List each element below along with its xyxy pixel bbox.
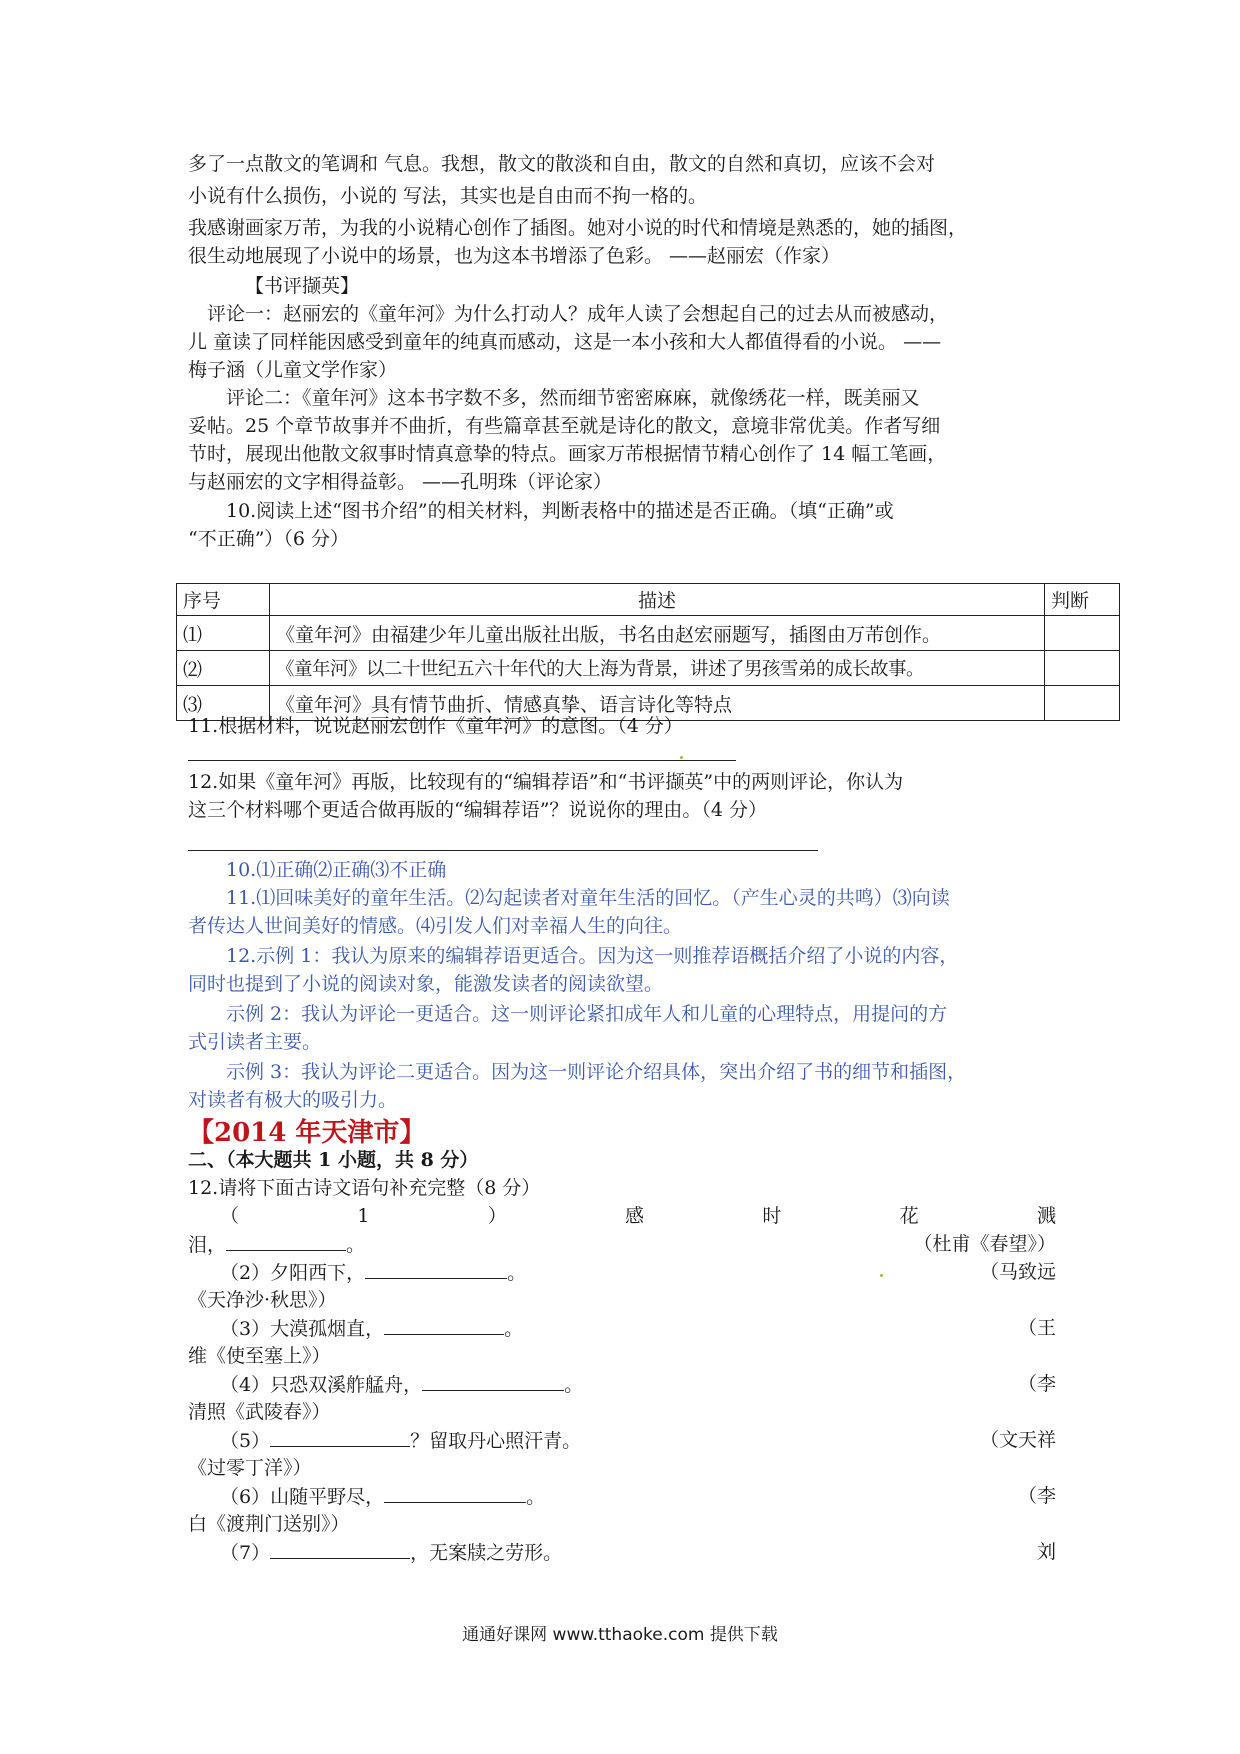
row-number: ⑶ <box>177 686 270 721</box>
row-description: 《童年河》由福建少年儿童出版社出版，书名由赵宏丽题写，插图由万芾创作。 <box>270 616 1045 651</box>
header-description: 描述 <box>270 584 1045 616</box>
q12-line-1: 12.如果《童年河》再版，比较现有的“编辑荐语”和“书评撷英”中的两则评论，你认为 <box>188 771 904 793</box>
poem-5-line-1 <box>188 1426 1056 1455</box>
table-row <box>177 651 1120 686</box>
poem1-char: 1 <box>357 1205 370 1227</box>
answer-12-line-1: 12.示例 1：我认为原来的编辑荐语更适合。因为这一则推荐语概括介绍了小说的内容， <box>226 945 959 967</box>
row-number: ⑴ <box>177 616 270 651</box>
poem6-prefix: （6）山随平野尽， <box>220 1486 385 1508</box>
poem1-char: ） <box>487 1205 507 1227</box>
poem5-prefix: （5） <box>220 1430 271 1452</box>
poem5-source: （文天祥 <box>979 1429 1056 1451</box>
green-dot-mark <box>880 1274 883 1277</box>
poem6-source: （李 <box>1017 1485 1056 1507</box>
answer-11-line-1: 11.⑴回味美好的童年生活。⑵勾起读者对童年生活的回忆。（产生心灵的共鸣）⑶向读 <box>226 887 950 909</box>
poem1-prefix: 泪， <box>188 1234 227 1256</box>
poem-5-line-2: 《过零丁洋》） <box>188 1457 312 1479</box>
example-3-line-2: 对读者有极大的吸引力。 <box>188 1089 398 1111</box>
poem1-char: 溅 <box>1036 1205 1056 1227</box>
poem5-blank[interactable] <box>270 1426 410 1447</box>
poem-4-line-1 <box>188 1370 1056 1399</box>
question-11 <box>188 712 1056 740</box>
comment2-line-3: 节时，展现出他散文叙事时情真意挚的特点。画家万芾根据情节精心创作了 14 幅工笔画， <box>188 443 947 465</box>
section-title-shuping <box>188 272 1056 300</box>
q12-line-2: 这三个材料哪个更适合做再版的“编辑荐语”？说说你的理由。（4 分） <box>188 799 768 821</box>
comment1-line-2: 儿 童读了同样能因感受到童年的纯真而感动，这是一本小孩和大人都值得看的小说。 —— <box>188 331 942 353</box>
poem2-suffix: 。 <box>507 1262 527 1284</box>
answer-line-q11[interactable] <box>188 760 736 761</box>
comment1-line-3: 梅子涵（儿童文学作家） <box>188 359 398 381</box>
poem5-suffix: ？留取丹心照汗青。 <box>410 1430 582 1452</box>
page-footer: 通通好课网 www.tthaoke.com 提供下载 <box>462 1625 778 1645</box>
example-2-line-2: 式引读者主要。 <box>188 1031 322 1053</box>
intro-line-1: 多了一点散文的笔调和 气息。我想，散文的散淡和自由，散文的自然和真切，应该不会对 <box>188 153 936 175</box>
poem7-source: 刘 <box>1036 1541 1056 1563</box>
answer-12-line-2: 同时也提到了小说的阅读对象，能激发读者的阅读欲望。 <box>188 973 664 995</box>
region-title: 【2014 年天津市】 <box>188 1118 426 1148</box>
poem3-source: （王 <box>1017 1317 1056 1339</box>
header-judgement: 判断 <box>1045 584 1120 616</box>
table-header-row <box>177 584 1120 616</box>
comment-two <box>188 384 1056 496</box>
intro-line-2: 小说有什么损伤，小说的 写法，其实也是自由而不拘一格的。 <box>188 185 708 207</box>
judgement-table <box>176 583 1120 721</box>
poem-6-line-1 <box>188 1482 1056 1511</box>
poem-7-line-1 <box>188 1538 1056 1567</box>
section-title-text: 【书评撷英】 <box>245 275 360 297</box>
question-12b: 12.请将下面古诗文语句补充完整（8 分） <box>188 1177 541 1199</box>
row-number: ⑵ <box>177 651 270 686</box>
part-two-title: 二、（本大题共 1 小题，共 8 分） <box>188 1149 479 1171</box>
question-12 <box>188 768 1056 824</box>
comment2-line-4: 与赵丽宏的文字相得益彰。 ——孔明珠（评论家） <box>188 471 613 493</box>
example-2-line-1: 示例 2：我认为评论一更适合。这一则评论紧扣成年人和儿童的心理特点，用提问的方 <box>226 1003 948 1025</box>
intro-paragraph <box>188 150 1056 270</box>
q10-line-1: 10.阅读上述“图书介绍”的相关材料，判断表格中的描述是否正确。（填“正确”或 <box>226 500 894 522</box>
row-judgement-cell[interactable] <box>1045 651 1120 686</box>
poem1-blank[interactable] <box>226 1230 346 1251</box>
poem6-suffix: 。 <box>526 1486 546 1508</box>
poem-6-line-2: 白《渡荆门送别》） <box>188 1513 350 1535</box>
poem1-char: 时 <box>762 1205 782 1227</box>
poem-3-line-2: 维《使至塞上》） <box>188 1345 331 1367</box>
poem-3-line-1 <box>188 1314 1056 1343</box>
poem4-blank[interactable] <box>422 1370 564 1391</box>
poem2-blank[interactable] <box>365 1258 507 1279</box>
comment2-line-1: 评论二：《童年河》这本书字数不多，然而细节密密麻麻，就像绣花一样，既美丽又 <box>226 387 920 409</box>
poem3-suffix: 。 <box>504 1318 524 1340</box>
poem-1-line-1 <box>188 1202 1056 1230</box>
comment2-line-2: 妥帖。25 个章节故事并不曲折，有些篇章甚至就是诗化的散文，意境非常优美。作者写细 <box>188 415 941 437</box>
question-10 <box>188 497 1056 553</box>
poem1-char: 花 <box>899 1205 919 1227</box>
poem4-suffix: 。 <box>564 1374 584 1396</box>
poem4-source: （李 <box>1017 1373 1056 1395</box>
q10-line-2: “不正确”）（6 分） <box>188 528 350 550</box>
comment-one <box>188 300 1056 384</box>
poem1-suffix: 。 <box>346 1234 366 1256</box>
poem-1-line-2 <box>188 1230 1056 1259</box>
poem-4-line-2: 清照《武陵春》） <box>188 1401 331 1423</box>
poem2-prefix: （2）夕阳西下， <box>220 1262 366 1284</box>
answer-11-line-2: 者传达人世间美好的情感。⑷引发人们对幸福人生的向往。 <box>188 915 683 937</box>
comment1-line-1: 评论一：赵丽宏的《童年河》为什么打动人？成年人读了会想起自己的过去从而被感动， <box>207 303 949 325</box>
answer-10: 10.⑴正确⑵正确⑶不正确 <box>226 859 447 881</box>
intro-line-4: 很生动地展现了小说中的场景，也为这本书增添了色彩。 ——赵丽宏（作家） <box>188 245 841 267</box>
poem-2-line-1 <box>188 1258 1056 1287</box>
intro-line-3: 我感谢画家万芾，为我的小说精心创作了插图。她对小说的时代和情境是熟悉的，她的插图， <box>188 217 968 239</box>
answer-line-q12[interactable] <box>188 850 818 851</box>
poem6-blank[interactable] <box>384 1482 526 1503</box>
poem4-prefix: （4）只恐双溪舴艋舟， <box>220 1374 423 1396</box>
q11-text: 11.根据材料，说说赵丽宏创作《童年河》的意图。（4 分） <box>188 715 683 737</box>
row-description: 《童年河》具有情节曲折、情感真挚、语言诗化等特点 <box>270 686 1045 721</box>
answer-key <box>188 856 1056 1114</box>
poem7-blank[interactable] <box>270 1538 410 1559</box>
header-number: 序号 <box>177 584 270 616</box>
green-dot-mark <box>680 756 683 759</box>
poem1-char: （ <box>220 1205 240 1227</box>
poem2-source: （马致远 <box>979 1261 1056 1283</box>
table-row <box>177 616 1120 651</box>
example-3-line-1: 示例 3：我认为评论二更适合。因为这一则评论介绍具体，突出介绍了书的细节和插图， <box>226 1061 967 1083</box>
row-judgement-cell[interactable] <box>1045 616 1120 651</box>
poem3-blank[interactable] <box>384 1314 504 1335</box>
poem7-suffix: ，无案牍之劳形。 <box>410 1542 563 1564</box>
poem3-prefix: （3）大漠孤烟直， <box>220 1318 385 1340</box>
poem7-prefix: （7） <box>220 1542 271 1564</box>
row-description: 《童年河》以二十世纪五六十年代的大上海为背景，讲述了男孩雪弟的成长故事。 <box>270 651 1045 686</box>
poem-2-line-2: 《天净沙·秋思》） <box>188 1289 337 1311</box>
poem1-source: （杜甫《春望》） <box>913 1233 1056 1255</box>
poem1-char: 感 <box>625 1205 645 1227</box>
